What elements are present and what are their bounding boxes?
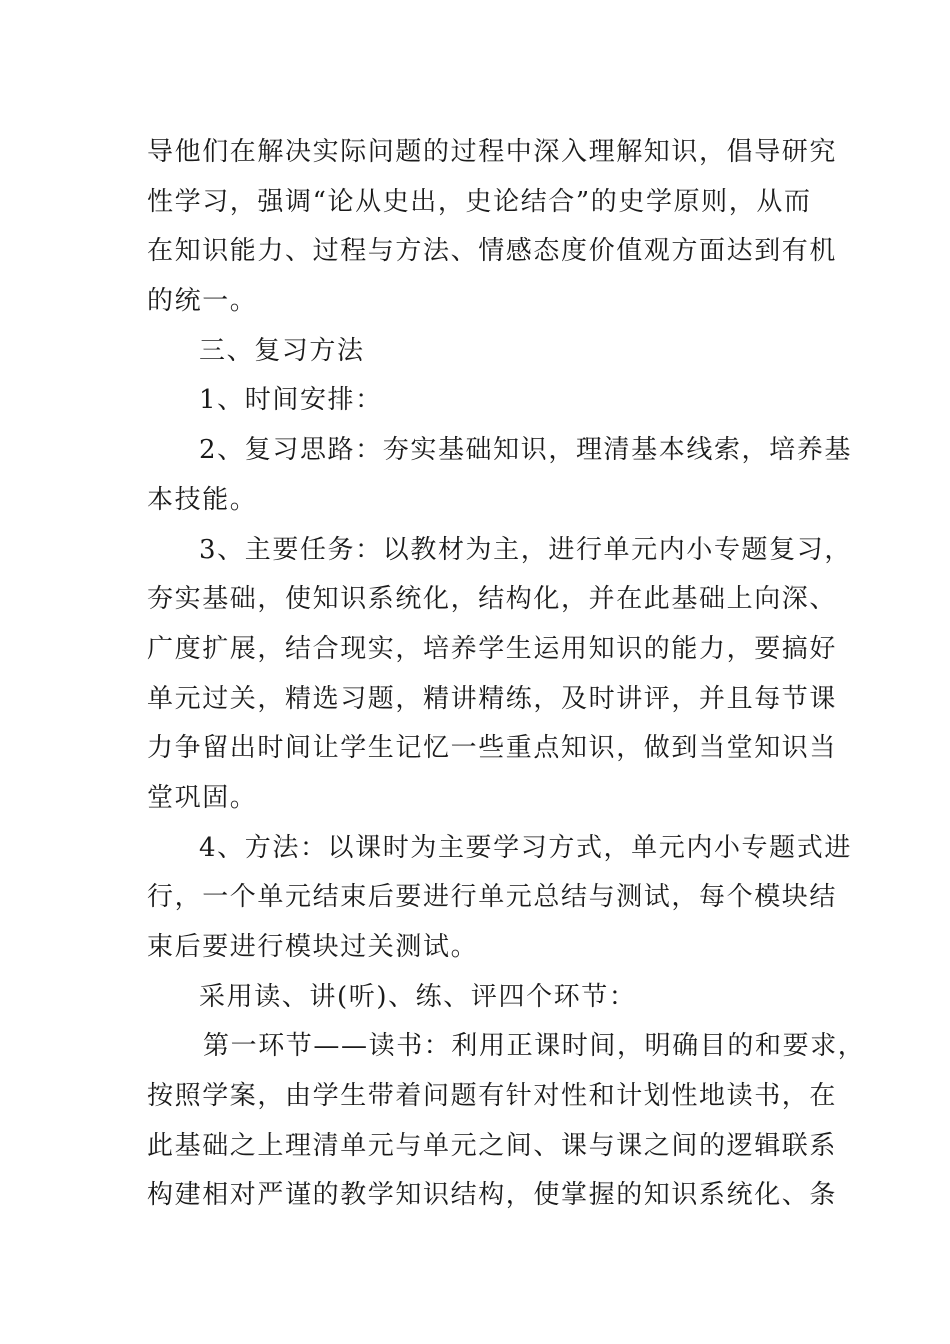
paragraph-line: 单元过关，精选习题，精讲精练，及时讲评，并且每节课 [147, 683, 838, 714]
paragraph-line: 堂巩固。 [147, 782, 258, 813]
list-item-time: 1、时间安排： [199, 385, 383, 416]
paragraph-line: 性学习，强调“论从史出，史论结合”的史学原则，从而 [147, 186, 812, 217]
paragraph-line: 束后要进行模块过关测试。 [147, 932, 479, 962]
paragraph-line: 按照学案，由学生带着问题有针对性和计划性地读书，在 [147, 1081, 838, 1112]
body-text [147, 128, 866, 1221]
paragraph-line: 力争留出时间让学生记忆一些重点知识，做到当堂知识当 [147, 733, 838, 764]
paragraph-line: 导他们在解决实际问题的过程中深入理解知识，倡导研究 [147, 137, 838, 167]
paragraph-line: 夯实基础，使知识系统化，结构化，并在此基础上向深、 [147, 584, 838, 615]
list-item-approach: 2、复习思路：夯实基础知识，理清基本线索，培养基 [199, 435, 852, 466]
list-item-method: 4、方法：以课时为主要学习方式，单元内小专题式进 [199, 832, 852, 863]
paragraph-line: 采用读、讲(听)、练、评四个环节： [199, 981, 637, 1012]
section-heading: 三、复习方法 [199, 335, 365, 366]
paragraph-line: 广度扩展，结合现实，培养学生运用知识的能力，要搞好 [147, 633, 838, 664]
paragraph-line: 在知识能力、过程与方法、情感态度价值观方面达到有机 [147, 236, 838, 267]
paragraph-line: 构建相对严谨的教学知识结构，使掌握的知识系统化、条 [147, 1180, 838, 1211]
paragraph-line: 第一环节——读书：利用正课时间，明确目的和要求， [203, 1031, 866, 1062]
paragraph-line: 此基础之上理清单元与单元之间、课与课之间的逻辑联系 [147, 1130, 838, 1161]
paragraph-line: 本技能。 [147, 484, 258, 515]
list-item-tasks: 3、主要任务：以教材为主，进行单元内小专题复习， [199, 534, 852, 565]
paragraph-line: 行，一个单元结束后要进行单元总结与测试，每个模块结 [147, 882, 838, 913]
paragraph-line: 的统一。 [147, 286, 258, 317]
